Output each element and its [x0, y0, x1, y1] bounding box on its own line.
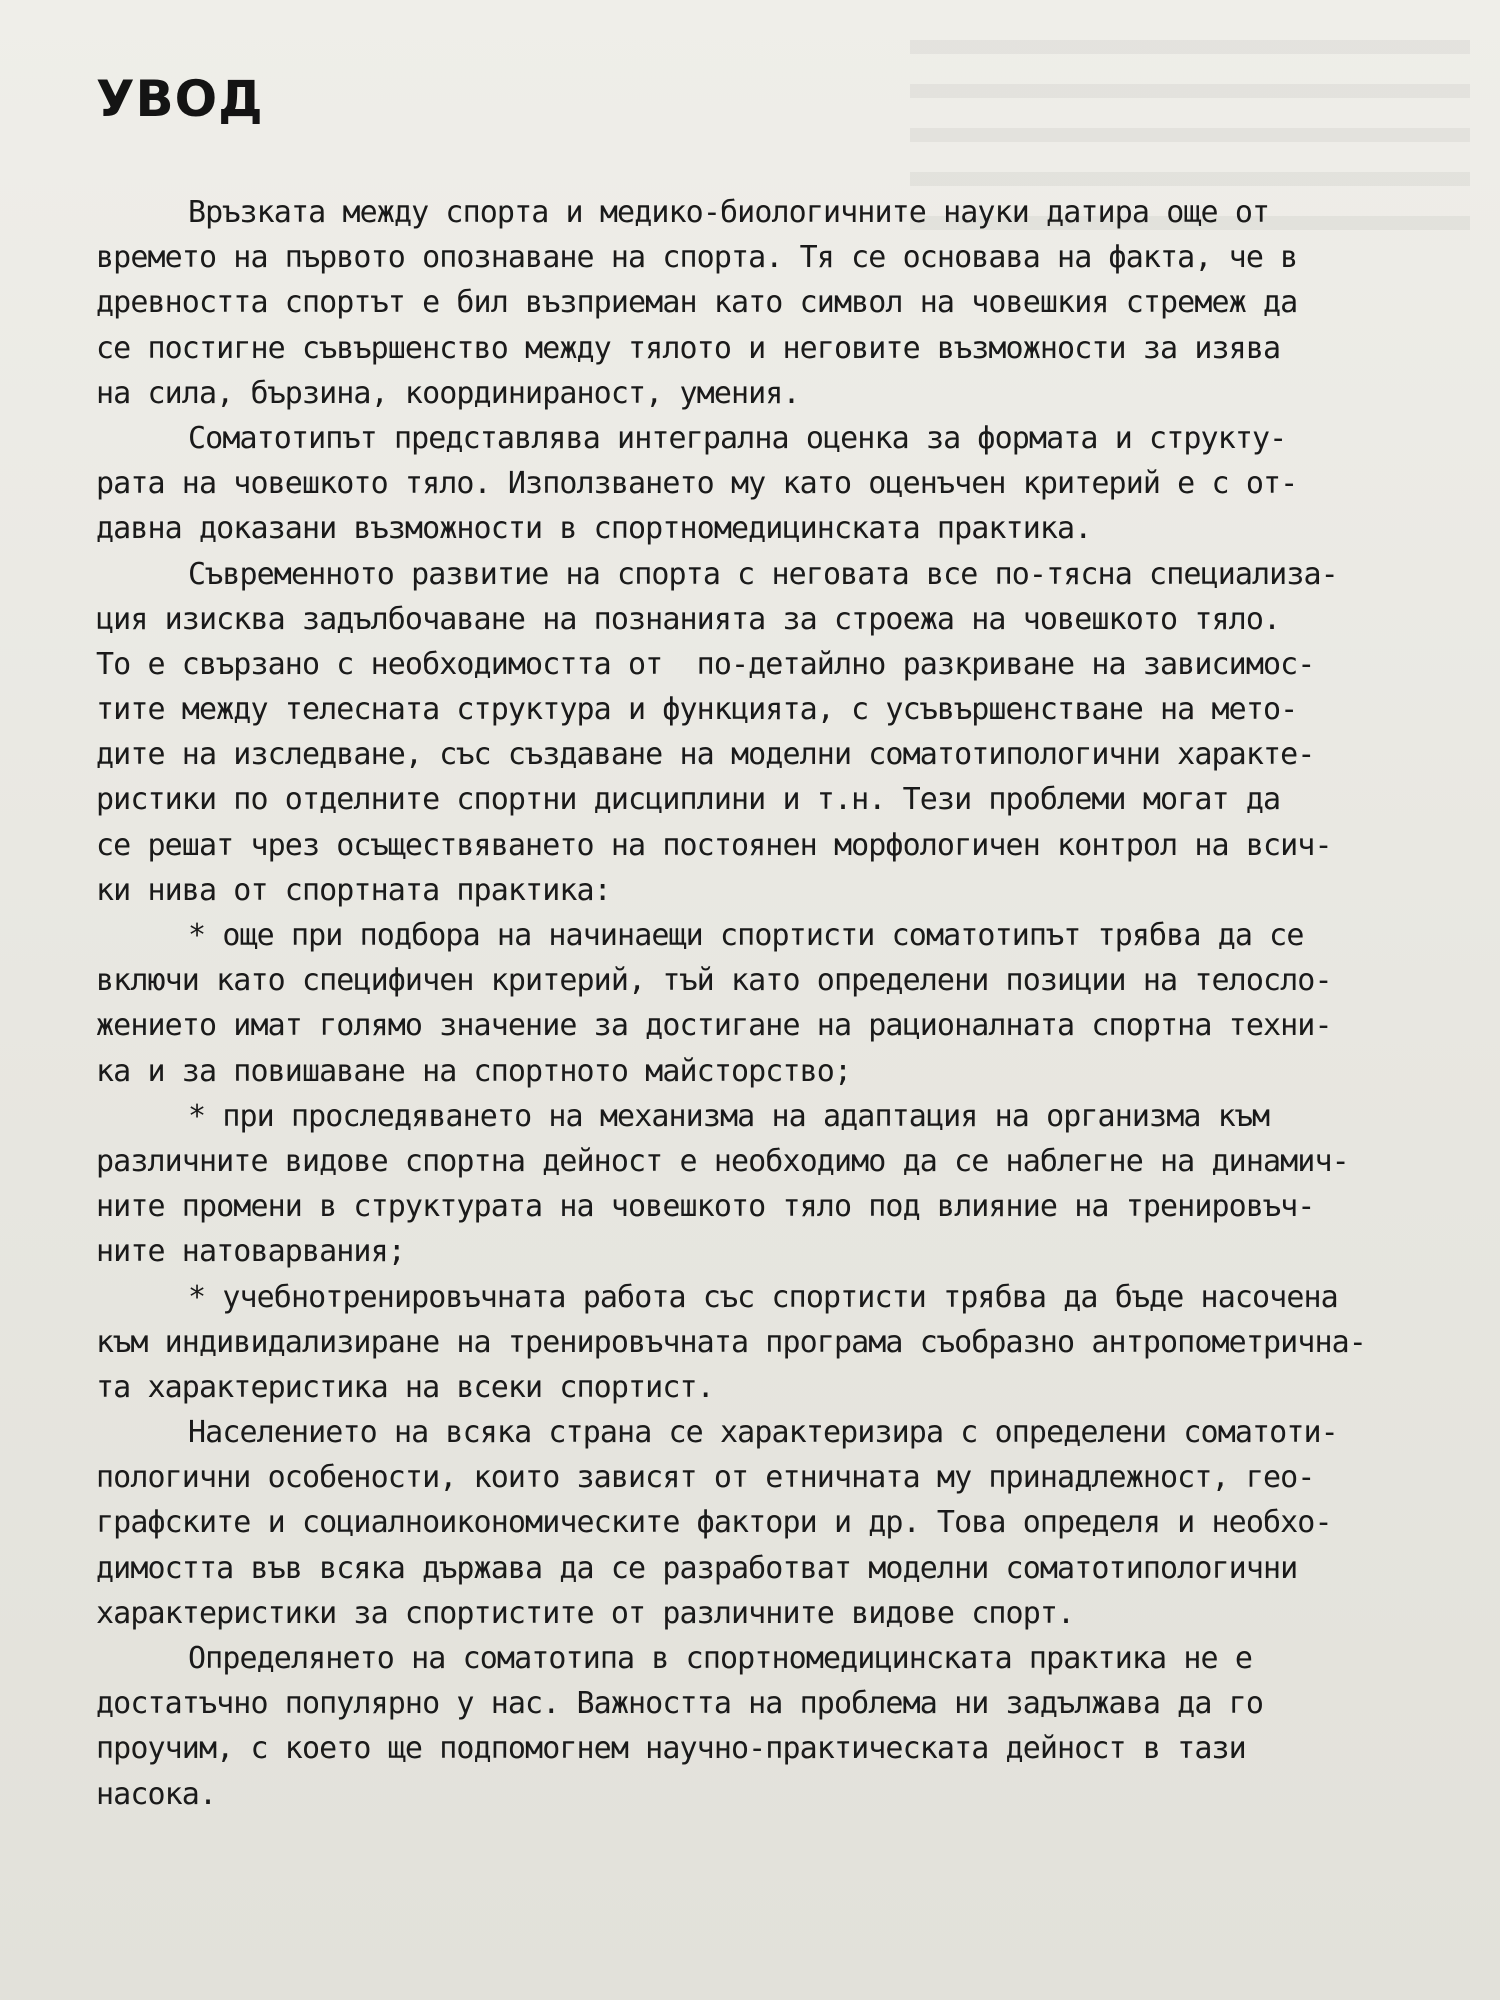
text-line: ка и за повишаване на спортното майсторство;: [96, 1053, 852, 1089]
text-line: достатъчно популярно у нас. Важността на проблема ни задължава да го: [96, 1686, 1263, 1722]
text-line: Соматотипът представлява интегрална оценка за формата и структу-: [188, 420, 1287, 456]
text-line: характеристики за спортистите от различните видове спорт.: [96, 1595, 1075, 1631]
text-line: та характеристика на всеки спортист.: [96, 1369, 714, 1405]
text-line: се постигне съвършенство между тялото и неговите възможности за изява: [96, 330, 1281, 366]
text-line: * още при подбора на начинаещи спортисти соматотипът трябва да се: [188, 918, 1304, 953]
paragraph: [96, 190, 1476, 416]
text-line: тите между телесната структура и функцията, с усъвършенстване на мето-: [96, 692, 1298, 728]
text-line: давна доказани възможности в спортномедицинската практика.: [96, 511, 1092, 547]
paragraph: [96, 1410, 1476, 1636]
text-line: ки нива от спортната практика:: [96, 872, 611, 908]
text-line: към индивидализиране на тренировъчната програма съобразно антропометрична-: [96, 1324, 1366, 1360]
text-line: * учебнотренировъчната работа със спортисти трябва да бъде насочена: [188, 1279, 1338, 1315]
text-line: древността спортът е бил възприеман като символ на човешкия стремеж да: [96, 285, 1298, 321]
text-line: насока.: [96, 1776, 217, 1812]
text-line: Населението на всяка страна се характеризира с определени соматоти-: [188, 1415, 1338, 1451]
text-line: Съвременното развитие на спорта с неговата все по-тясна специализа-: [188, 556, 1338, 592]
paragraph: [96, 552, 1476, 914]
section-title: УВОД: [96, 70, 264, 128]
text-line: проучим, с което ще подпомогнем научно-практическата дейност в тази: [96, 1731, 1246, 1767]
paragraph: [96, 1636, 1476, 1817]
text-line: на сила, бързина, координираност, умения.: [96, 375, 800, 411]
text-line: Определянето на соматотипа в спортномедицинската практика не е: [188, 1641, 1253, 1676]
text-line: ните промени в структурата на човешкото тяло под влияние на тренировъч-: [96, 1189, 1315, 1225]
text-line: димостта във всяка държава да се разработват моделни соматотипологични: [96, 1550, 1298, 1586]
text-line: пологични особености, които зависят от етничната му принадлежност, гео-: [96, 1460, 1315, 1496]
paragraph: [96, 1094, 1476, 1275]
text-line: Връзката между спорта и медико-биологичните науки датира още от: [188, 195, 1270, 230]
body-text: [96, 190, 1476, 1817]
text-line: ристики по отделните спортни дисциплини и т.н. Тези проблеми могат да: [96, 782, 1281, 818]
text-line: ция изисква задълбочаване на познанията за строежа на човешкото тяло.: [96, 601, 1281, 637]
text-line: графските и социалноикономическите фактори и др. Това определя и необхо-: [96, 1505, 1332, 1541]
text-line: ните натоварвания;: [96, 1234, 405, 1270]
paragraph: [96, 416, 1476, 552]
text-line: включи като специфичен критерий, тъй като определени позиции на телосло-: [96, 963, 1332, 999]
paragraph: [96, 913, 1476, 1094]
text-line: дите на изследване, със създаване на моделни соматотипологични характе-: [96, 737, 1315, 773]
text-line: рата на човешкото тяло. Използването му като оценъчен критерий е с от-: [96, 466, 1298, 502]
text-line: се решат чрез осъществяването на постоянен морфологичен контрол на всич-: [96, 827, 1332, 863]
text-line: То е свързано с необходимостта от по-детайлно разкриване на зависимос-: [96, 646, 1315, 682]
text-line: * при проследяването на механизма на адаптация на организма към: [188, 1098, 1270, 1134]
paragraph: [96, 1275, 1476, 1411]
text-line: различните видове спортна дейност е необходимо да се наблегне на динамич-: [96, 1143, 1349, 1179]
text-line: времето на първото опознаване на спорта. Тя се основава на факта, че в: [96, 240, 1298, 276]
text-line: жението имат голямо значение за достигане на рационалната спортна техни-: [96, 1008, 1332, 1044]
